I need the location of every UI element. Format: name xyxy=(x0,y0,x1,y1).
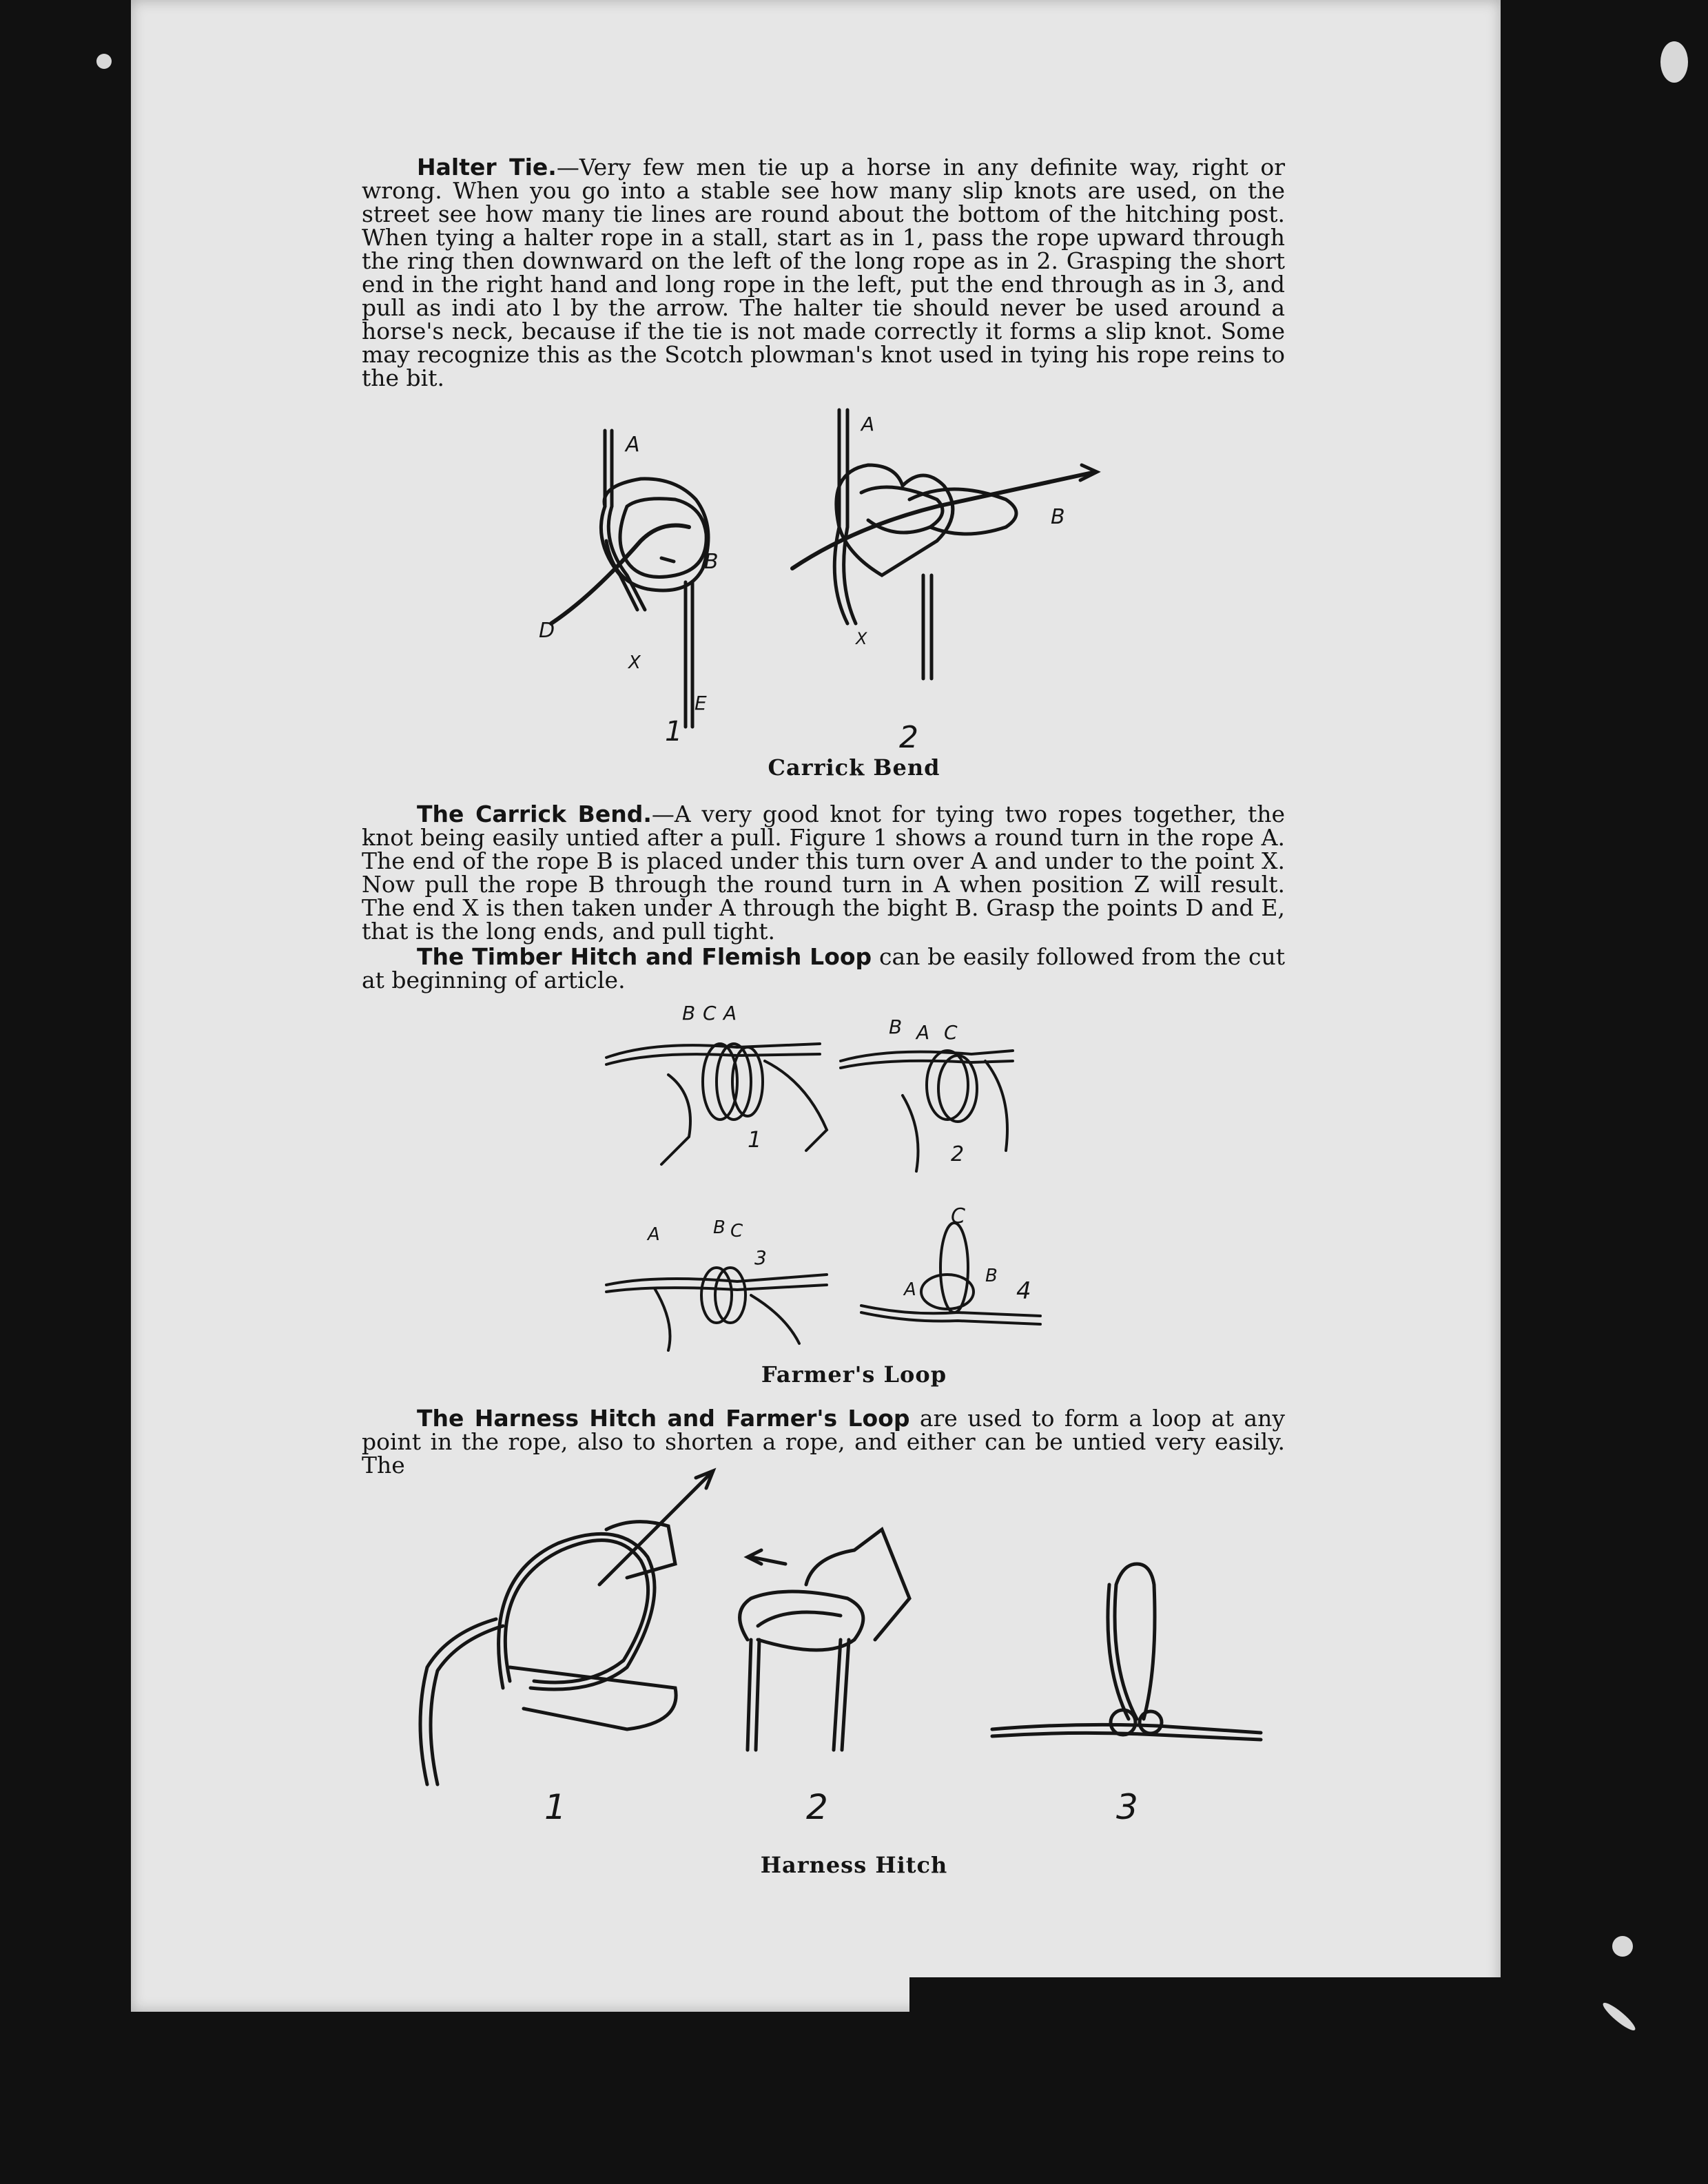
harness-1-number: 1 xyxy=(544,1787,566,1827)
carrick-bend-figure xyxy=(524,403,1130,775)
timber-hitch-text: can be easily followed from the cut at beginning of article. xyxy=(362,943,1285,993)
farmers-4-label-a: A xyxy=(904,1279,916,1300)
timber-hitch-title: The Timber Hitch and Flemish Loop xyxy=(417,943,872,970)
harness-hitch-text: are used to form a loop at any point in the rope, also to shorten a rope, and either can be untied very easily. The xyxy=(362,1405,1285,1479)
timber-hitch-paragraph xyxy=(362,945,1285,992)
carrick-bend-text: —A very good knot for tying two ropes together, the knot being easily untied after a pull. Figure 1 shows a round turn in the rope A. The end of the rope B is placed under this turn over A and under to the point X. Now pull the rope B through the round turn in A when position Z will result. The end X is then taken under A through the bight B. Grasp the points D and E, that is the long ends, and pull tight. xyxy=(362,801,1285,945)
farmers-loop-step-3 xyxy=(606,1217,827,1350)
carrick-2-label-a: A xyxy=(861,413,875,435)
farmers-1-label-c: C xyxy=(703,1002,717,1024)
carrick-2-label-b: B xyxy=(1051,505,1065,529)
torn-page-edge xyxy=(909,1977,1508,2184)
harness-hitch-title: The Harness Hitch and Farmer's Loop xyxy=(417,1405,910,1432)
harness-3-number: 3 xyxy=(1116,1787,1138,1827)
carrick-figure-2 xyxy=(792,410,1097,755)
farmers-2-label-b: B xyxy=(889,1016,903,1038)
halter-tie-text: —Very few men tie up a horse in any definite way, right or wrong. When you go into a stable see how many slip knots are used, on the street see how many tie lines are round about the bottom of the hitching post. When tying a halter rope in a stall, start as in 1, pass the rope upward through the ring then downward on the left of the long rope as in 2. Grasping the short end in the right hand and long rope in the left, put the end through as in 3, and pull as indi ato l by the arrow. The halter tie should never be used around a horse's neck, because if the tie is not made correctly it forms a slip knot. Some may recognize this as the Scotch plowman's knot used in tying his rope reins to the bit. xyxy=(362,154,1285,391)
farmers-loop-caption: Farmer's Loop xyxy=(761,1361,947,1388)
farmers-4-label-b: B xyxy=(985,1266,998,1286)
carrick-1-label-x: X xyxy=(628,652,641,673)
carrick-bend-caption: Carrick Bend xyxy=(768,754,940,781)
farmers-2-label-c: C xyxy=(944,1021,958,1044)
edge-speck xyxy=(1660,41,1688,83)
carrick-bend-paragraph xyxy=(362,803,1285,943)
farmers-3-label-a: A xyxy=(648,1224,660,1245)
farmers-loop-step-2 xyxy=(841,1016,1013,1171)
carrick-2-number: 2 xyxy=(899,720,918,755)
farmers-loop-step-4 xyxy=(861,1204,1040,1324)
carrick-2-label-x: X xyxy=(856,629,867,648)
farmers-loop-figure xyxy=(599,992,1054,1364)
edge-speck xyxy=(1601,1999,1638,2033)
carrick-bend-title: The Carrick Bend. xyxy=(417,801,652,827)
farmers-1-label-b: B xyxy=(682,1002,696,1024)
carrick-1-label-e: E xyxy=(694,692,707,714)
harness-step-2 xyxy=(740,1529,909,1827)
harness-step-3 xyxy=(992,1564,1261,1827)
farmers-4-label-c: C xyxy=(951,1204,965,1228)
farmers-1-label-a: A xyxy=(723,1002,737,1024)
carrick-1-label-a: A xyxy=(626,433,640,457)
carrick-1-label-d: D xyxy=(539,619,555,643)
farmers-1-number: 1 xyxy=(748,1126,762,1153)
harness-hitch-caption: Harness Hitch xyxy=(760,1852,948,1878)
farmers-3-label-b: B xyxy=(713,1217,726,1238)
farmers-3-number: 3 xyxy=(754,1246,767,1269)
carrick-1-number: 1 xyxy=(665,716,683,748)
carrick-1-label-b: B xyxy=(704,550,719,574)
farmers-loop-step-1 xyxy=(606,1002,827,1164)
farmers-3-label-c: C xyxy=(730,1221,743,1242)
edge-speck xyxy=(96,54,112,69)
halter-tie-title: Halter Tie. xyxy=(417,154,557,181)
harness-step-1 xyxy=(420,1471,713,1827)
harness-2-number: 2 xyxy=(806,1787,828,1827)
farmers-2-label-a: A xyxy=(916,1021,930,1044)
edge-speck xyxy=(1612,1936,1633,1957)
halter-tie-paragraph xyxy=(362,156,1285,390)
harness-hitch-figure xyxy=(400,1461,1282,1846)
farmers-2-number: 2 xyxy=(951,1142,965,1166)
farmers-4-number: 4 xyxy=(1016,1277,1031,1305)
carrick-figure-1 xyxy=(539,431,719,748)
